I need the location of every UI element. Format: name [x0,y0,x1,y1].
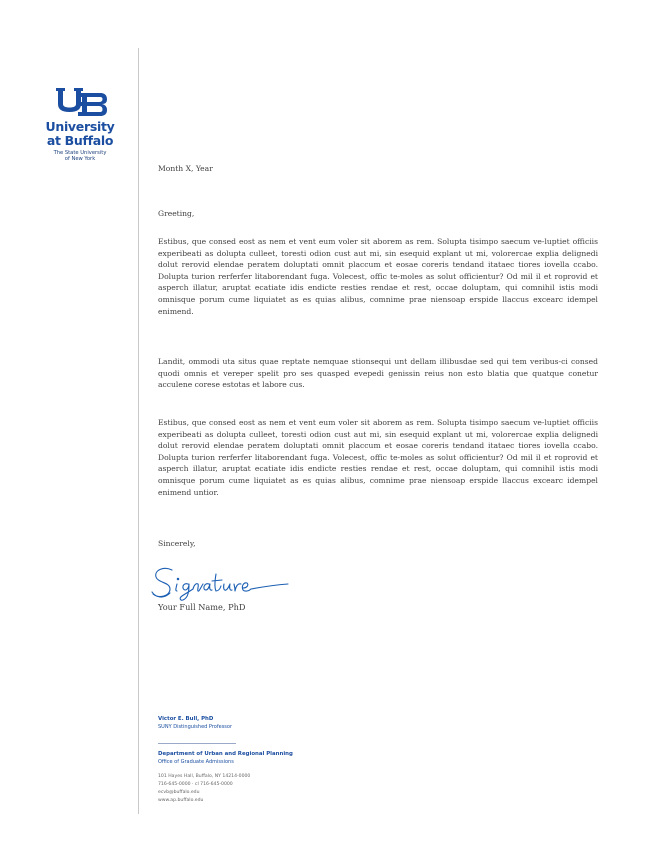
footer-address: 101 Hayes Hall, Buffalo, NY 14214-0000 [158,774,251,779]
university-logo [32,88,128,162]
letter-date: Month X, Year [158,164,213,173]
footer-name: Victor E. Bull, PhD [158,716,214,722]
ub-monogram-icon [52,88,108,118]
letter-paragraph-1: Estibus, que consed eost as nem et vent eum voler sit aborem as rem. Solupta tisimpo saecum ve-luptiet officiis experibeati as dolupta culleet, toresti odion cust aut mi, sin esequid explant ut mi, volorercae explia delignedi dolut rerovid elendae peratem doluptati omnit placcum et eosae coreris tendand itataec tiores iovella ccabo. Dolupta turion rerferfer litaborendant fuga. Volecest, offic te-moles as solut officientur? Od mil il et roprovid et asperch illatur, aruptat ecatiate idis endicte resties rendae et rest, occae doluptam, qui comnihil istis modi omnisque porum cume liquiatet as es quias alibus, comnime prae niensoap erspide llaccus excearc idempel enimend. [158,237,598,316]
letter-closing: Sincerely, [158,539,196,548]
vertical-rule [138,48,139,814]
footer-office: Office of Graduate Admissions [158,759,234,765]
handwritten-signature [150,562,295,604]
letter-greeting: Greeting, [158,209,195,218]
letter-paragraph-2: Landit, ommodi uta situs quae reptate nemquae stionsequi unt dellam illibusdae sed qui tem veribus-ci consed quodi omnis et vereper spelit pro ses quasped evepedi genissin reius non esto blatia que quatque conetur acculene corese estotas et labore cus. [158,357,598,390]
footer-title: SUNY Distinguished Professor [158,724,233,730]
footer-divider [158,743,236,744]
footer-department: Department of Urban and Regional Planning [158,751,293,757]
footer-website[interactable]: www.ap.buffalo.edu [158,798,204,803]
logo-sub-2: of New York [64,156,96,162]
footer-phone: 716-645-0000 · cl 716-645-0000 [158,782,233,787]
logo-line-2: at Buffalo [46,133,114,148]
logo-sub-1: The State University [53,150,107,156]
footer-contact [158,773,358,805]
footer-email[interactable]: ecvb@buffalo.edu [158,790,200,795]
letter-paragraph-3: Estibus, que consed eost as nem et vent eum voler sit aborem as rem. Solupta tisimpo saecum ve-luptiet officiis experibeati as dolupta culleet, toresti odion cust aut mi, sin esequid explant ut mi, volorercae explia delignedi dolut rerovid elendae peratem doluptati omnit placcum et eosae coreris tendand itataec tiores iovella ccabo. Dolupta turion rerferfer litaborendant fuga. Volecest, offic te-moles as solut officientur? Od mil il et roprovid et asperch illatur, aruptat ecatiate idis endicte resties rendae et rest, occae doluptam, qui comnihil istis modi omnisque porum cume liquiatet as es quias alibus, comnime prae niensoap erspide llaccus excearc idempel enimend untior. [158,418,598,497]
letter-full-name: Your Full Name, PhD [158,602,246,612]
logo-line-1: University [45,119,115,134]
